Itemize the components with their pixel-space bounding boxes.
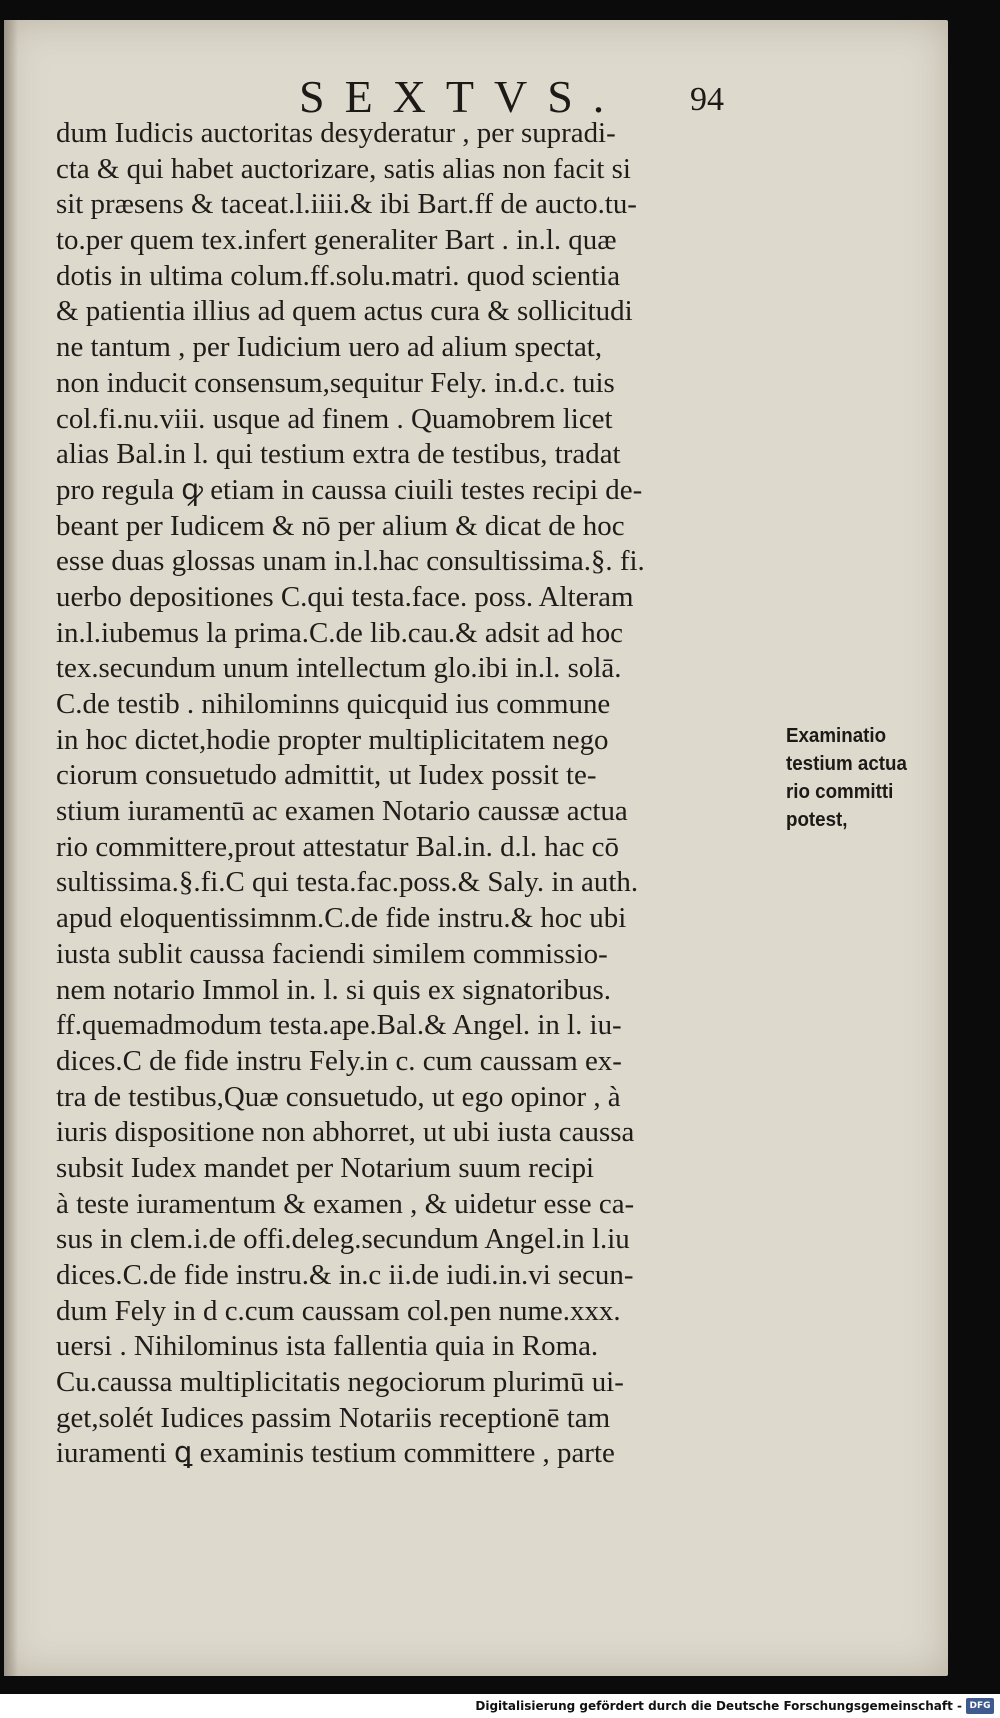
text-line: iuris dispositione non abhorret, ut ubi iusta caussa xyxy=(56,1116,635,1149)
text-line: sus in clem.i.de offi.deleg.secundum Angel.in l.iu xyxy=(56,1223,630,1256)
text-line: stium iuramentū ac examen Notario caussæ actua xyxy=(56,795,628,828)
text-line: uersi . Nihilominus ista fallentia quia in Roma. xyxy=(56,1330,599,1363)
page-header xyxy=(4,72,948,122)
margin-note-line: potest, xyxy=(786,809,848,831)
text-line: C.de testib . nihilominns quicquid ius commune xyxy=(56,688,611,720)
text-line: tra de testibus,Quæ consuetudo, ut ego opinor , à xyxy=(56,1080,621,1113)
text-line: sit præsens & taceat.l.iiii.& ibi Bart.ff de aucto.tu- xyxy=(56,188,637,221)
text-line: uerbo depositiones C.qui testa.face. poss. Alteram xyxy=(56,580,634,613)
dfg-logo: DFG xyxy=(966,1698,994,1714)
text-line: in hoc dictet,hodie propter multiplicitatem nego xyxy=(56,723,609,756)
margin-note-line: Examinatio xyxy=(786,725,887,747)
text-line: in.l.iubemus la prima.C.de lib.cau.& adsit ad hoc xyxy=(56,616,624,649)
text-line: iusta sublit caussa faciendi similem commissio- xyxy=(56,937,608,970)
margin-note-line: rio committi xyxy=(786,781,894,803)
text-line: à teste iuramentum & examen , & uidetur esse ca- xyxy=(56,1187,635,1220)
text-line: subsit Iudex mandet per Notarium suum recipi xyxy=(56,1151,595,1184)
text-line: dotis in ultima colum.ff.solu.matri. quod scientia xyxy=(56,259,621,292)
text-line: Cu.caussa multiplicitatis negociorum plurimū ui- xyxy=(56,1366,624,1399)
text-line: beant per Iudicem & nō per alium & dicat de hoc xyxy=(56,509,625,542)
digitization-footer xyxy=(0,1694,1000,1718)
text-line: sultissima.§.fi.C qui testa.fac.poss.& Saly. in auth. xyxy=(56,866,639,899)
text-line: ff.quemadmodum testa.ape.Bal.& Angel. in l. iu- xyxy=(56,1009,622,1042)
text-line: nem notario Immol in. l. si quis ex signatoribus. xyxy=(56,973,612,1006)
page-number: 94 xyxy=(690,81,724,118)
text-line: apud eloquentissimnm.C.de fide instru.& hoc ubi xyxy=(56,902,627,935)
running-head: SEXTVS. xyxy=(299,71,625,122)
margin-note-line: testium actua xyxy=(786,753,907,775)
body-text-column xyxy=(56,116,766,1472)
text-line: cta & qui habet auctorizare, satis alias non facit si xyxy=(56,152,631,185)
text-line: get,solét Iudices passim Notariis receptionē tam xyxy=(56,1401,611,1434)
text-line: esse duas glossas unam in.l.hac consultissima.§. fi. xyxy=(56,545,645,578)
text-line: dices.C de fide instru Fely.in c. cum caussam ex- xyxy=(56,1044,622,1077)
book-page xyxy=(4,20,948,1676)
text-line: iuramenti ꝗ examinis testium committere , parte xyxy=(56,1437,615,1470)
text-line: ciorum consuetudo admittit, ut Iudex possit te- xyxy=(56,759,597,792)
text-line: & patientia illius ad quem actus cura & sollicitudi xyxy=(56,295,633,328)
text-line: dum Fely in d c.cum caussam col.pen nume.xxx. xyxy=(56,1294,621,1327)
text-line: pro regula ꝙ etiam in caussa ciuili testes recipi de- xyxy=(56,473,643,506)
text-line: dices.C.de fide instru.& in.c ii.de iudi.in.vi secun- xyxy=(56,1259,634,1291)
margin-note xyxy=(786,722,946,834)
text-line: alias Bal.in l. qui testium extra de testibus, tradat xyxy=(56,438,621,471)
text-line: to.per quem tex.infert generaliter Bart . in.l. quæ xyxy=(56,224,617,257)
text-line: col.fi.nu.viii. usque ad finem . Quamobrem licet xyxy=(56,402,613,435)
text-line: non inducit consensum,sequitur Fely. in.d.c. tuis xyxy=(56,366,615,399)
funding-credit: Digitalisierung gefördert durch die Deutsche Forschungsgemeinschaft - xyxy=(475,1699,962,1713)
text-line: ne tantum , per Iudicium uero ad alium spectat, xyxy=(56,331,603,364)
text-line: tex.secundum unum intellectum glo.ibi in.l. solā. xyxy=(56,652,622,685)
text-line: rio committere,prout attestatur Bal.in. d.l. hac cō xyxy=(56,830,619,863)
text-line: dum Iudicis auctoritas desyderatur , per supradi- xyxy=(56,117,616,149)
